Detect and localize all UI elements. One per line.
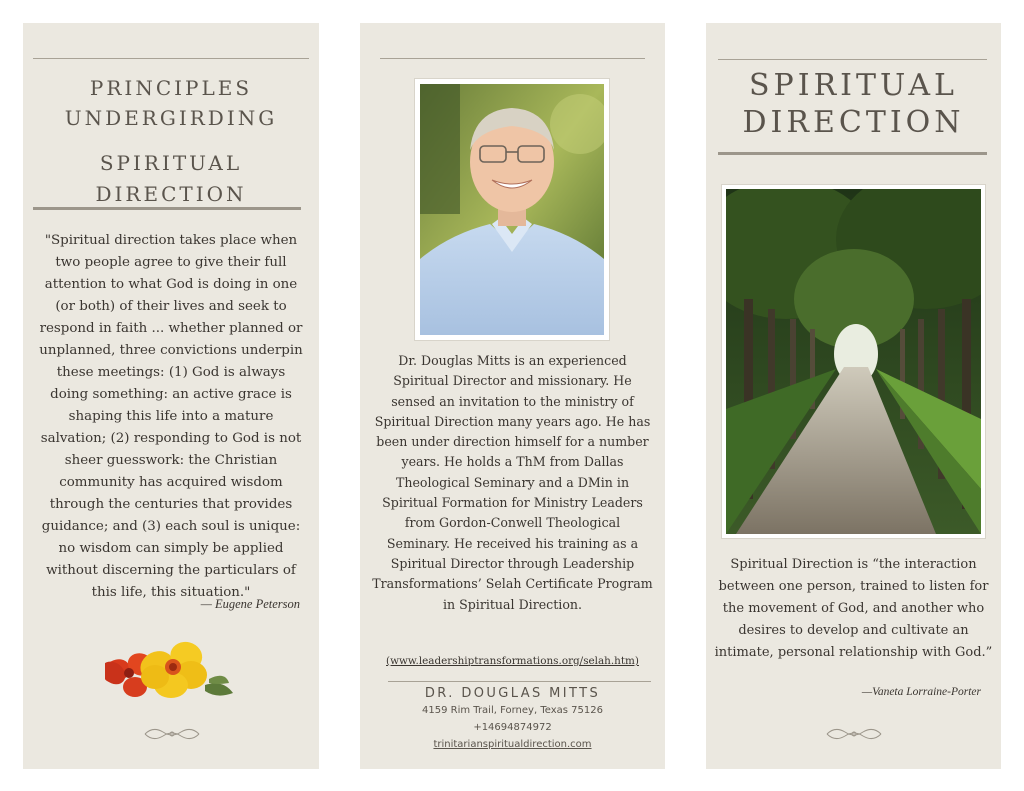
title-line-2: UNDERGIRDING bbox=[64, 106, 278, 130]
definition-attribution: —Vaneta Lorraine-Porter bbox=[861, 686, 981, 698]
peterson-quote: "Spiritual direction takes place when two people agree to give their full attention to what God is doing in one (or both) of their lives and seek to respond in faith ... whether planned or unplanned, three convictions underpin these meetings: (1) God is always doing something: an active grace is shaping this life into a mature salvation; (2) responding to God is not sheer guesswork: the Christian community has acquired wisdom through the centuries that provides guidance; and (3) each soul is unique: no wisdom can simply be applied without discerning the particulars of this life, this situation." bbox=[39, 233, 303, 600]
bio-panel bbox=[360, 23, 665, 769]
definition-quote: Spiritual Direction is “the interaction between one person, trained to listen for the movement of God, and another who desires to develop and cultivate an intimate, personal relationship with God.” bbox=[714, 557, 993, 660]
contact-divider bbox=[388, 681, 651, 682]
principles-subtitle bbox=[23, 148, 319, 210]
bio-paragraph: Dr. Douglas Mitts is an experienced Spiritual Director and missionary. He sensed an invitation to the ministry of Spiritual Direction many years ago. He has been under direction himself for a number years. He holds a ThM from Dallas Theological Seminary and a DMin in Spiritual Formation for Ministry Leaders from Gordon-Conwell Theological Seminary. He received his training as a Spiritual Director through Leadership Transformations’ Selah Certificate Program in Spiritual Direction. bbox=[372, 353, 653, 612]
contact-website[interactable]: trinitarianspiritualdirection.com bbox=[433, 739, 592, 750]
title-underline bbox=[33, 207, 301, 210]
contact-address: 4159 Rim Trail, Forney, Texas 75126 bbox=[422, 705, 603, 716]
portrait-photo-frame bbox=[415, 79, 609, 340]
top-divider bbox=[718, 59, 987, 60]
path-photo-frame bbox=[722, 185, 985, 538]
subtitle-line-2: DIRECTION bbox=[95, 182, 247, 206]
contact-name: DR. DOUGLAS MITTS bbox=[424, 686, 601, 701]
portrait-photo-icon bbox=[420, 84, 604, 335]
principles-title bbox=[23, 73, 319, 133]
selah-link[interactable]: (www.leadershiptransformations.org/selah.htm) bbox=[386, 655, 639, 667]
top-divider bbox=[33, 58, 309, 59]
title-line-1: PRINCIPLES bbox=[89, 76, 253, 100]
flourish-ornament-icon bbox=[823, 723, 885, 745]
hibiscus-flowers-icon bbox=[105, 635, 237, 707]
spiritual-direction-panel bbox=[706, 23, 1001, 769]
principles-panel bbox=[23, 23, 319, 769]
subtitle-line-1: SPIRITUAL bbox=[99, 151, 243, 175]
cover-title-line-1: SPIRITUAL bbox=[749, 68, 958, 103]
cover-title bbox=[706, 67, 1001, 141]
quote-attribution: — Eugene Peterson bbox=[200, 597, 300, 611]
contact-phone[interactable]: +14694874972 bbox=[473, 722, 552, 733]
flourish-ornament-icon bbox=[141, 723, 203, 745]
top-divider bbox=[380, 58, 645, 59]
cover-title-underline bbox=[718, 152, 987, 155]
tree-lined-path-photo-icon bbox=[726, 189, 981, 534]
cover-title-line-2: DIRECTION bbox=[742, 105, 965, 140]
